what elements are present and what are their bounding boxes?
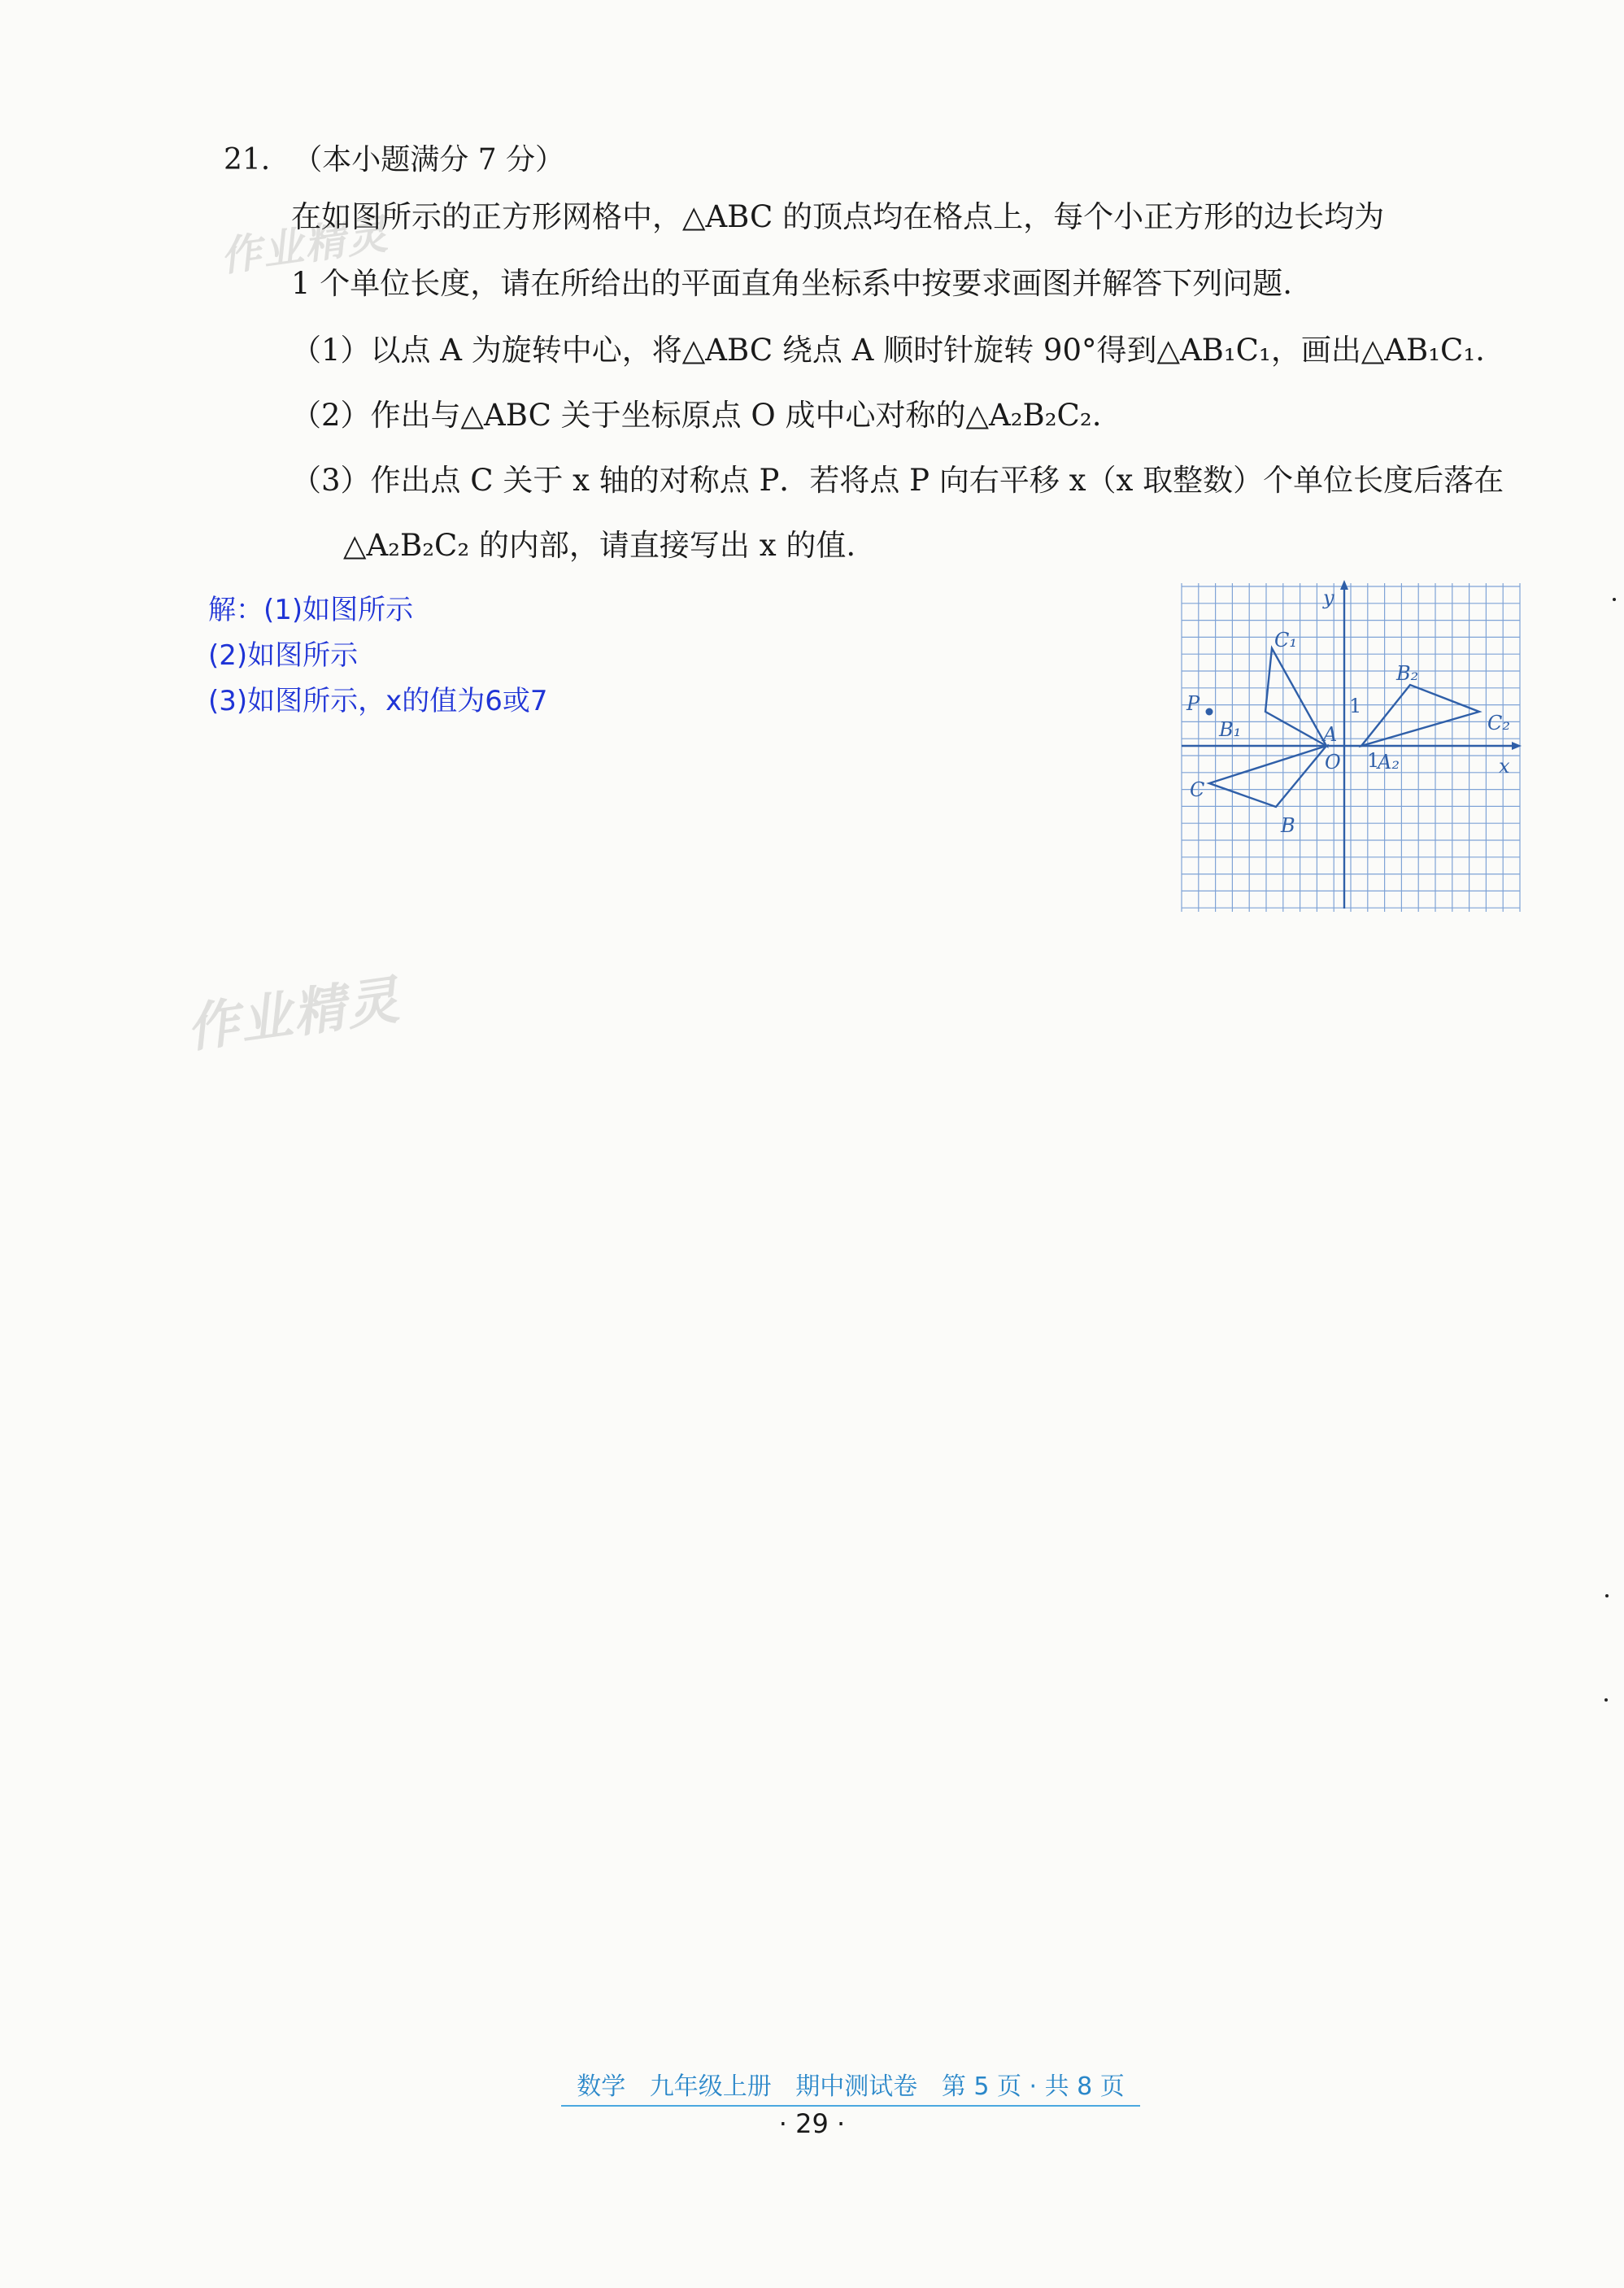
page-number: · 29 · — [778, 2108, 846, 2139]
question-intro-line2: 1 个单位长度，请在所给出的平面直角坐标系中按要求画图并解答下列问题. — [291, 266, 1293, 301]
label-B2: B₂ — [1396, 662, 1419, 685]
label-y: y — [1323, 586, 1334, 609]
margin-dot — [1605, 1594, 1609, 1597]
watermark-middle: 作业精灵 — [182, 970, 404, 1060]
grid-lines — [1182, 583, 1520, 912]
answer-line1: 解：(1)如图所示 — [208, 594, 414, 626]
question-intro-line1: 在如图所示的正方形网格中，△ABC 的顶点均在格点上，每个小正方形的边长均为 — [291, 199, 1385, 234]
question-number: 21. — [224, 143, 271, 177]
point-P — [1206, 708, 1213, 716]
label-C1: C₁ — [1274, 629, 1297, 652]
margin-dot — [1604, 1698, 1608, 1702]
footer-grade: 九年级上册 — [649, 2072, 772, 2101]
footer-exam: 期中测试卷 — [795, 2072, 918, 2101]
footer-info — [561, 2066, 1140, 2107]
watermark-top: 作业精灵 — [217, 210, 392, 281]
label-C2: C₂ — [1487, 712, 1510, 734]
label-one-x: 1 — [1367, 749, 1380, 772]
label-x: x — [1499, 755, 1510, 778]
label-one-y: 1 — [1349, 695, 1362, 717]
question-part1: （1）以点 A 为旋转中心，将△ABC 绕点 A 顺时针旋转 90°得到△AB₁C₁，画出△AB₁C₁. — [291, 333, 1485, 368]
answer-line3: (3)如图所示，x的值为6或7 — [208, 685, 548, 717]
coordinate-grid-figure — [1175, 580, 1526, 915]
score-note: （本小题满分 7 分） — [293, 143, 565, 177]
question-part3-line2: △A₂B₂C₂ 的内部，请直接写出 x 的值. — [343, 528, 856, 563]
label-O: O — [1325, 751, 1341, 774]
footer-pages: 第 5 页 · 共 8 页 — [941, 2072, 1125, 2101]
label-P: P — [1186, 692, 1200, 715]
label-B1: B₁ — [1219, 718, 1242, 741]
footer-subject: 数学 — [577, 2072, 626, 2101]
question-header — [224, 137, 564, 178]
question-part3-line1: （3）作出点 C 关于 x 轴的对称点 P．若将点 P 向右平移 x（x 取整数）个单位长度后落在 — [291, 463, 1504, 498]
label-B: B — [1281, 814, 1295, 837]
answer-line2: (2)如图所示 — [208, 639, 359, 672]
label-A2: A₂ — [1378, 751, 1400, 774]
margin-dot — [1613, 598, 1616, 601]
label-C: C — [1190, 778, 1205, 801]
question-part2: （2）作出与△ABC 关于坐标原点 O 成中心对称的△A₂B₂C₂. — [291, 398, 1102, 433]
label-A: A — [1323, 723, 1338, 746]
